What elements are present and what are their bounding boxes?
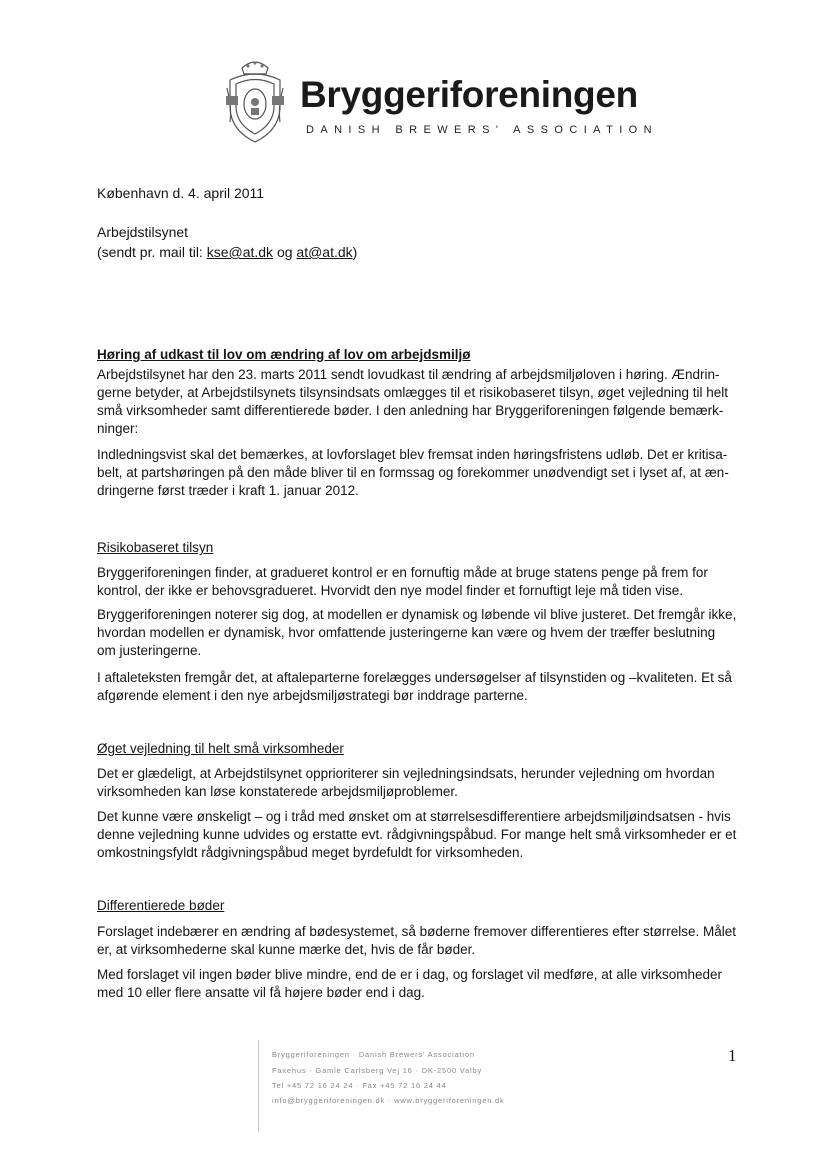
text-line: omkostningsfyldt rådgivningspåbud meget byrdefuldt for virksomheden.	[97, 845, 524, 860]
text-line: virksomheden kan løse konstaterede arbejdsmiljøproblemer.	[97, 784, 458, 799]
text-line: Med forslaget vil ingen bøder blive mindre, end de er i dag, og forslaget vil medføre, at alle virksomheder	[97, 967, 723, 982]
footer-divider	[258, 1040, 259, 1132]
recipient-name: Arbejdstilsynet	[97, 224, 189, 240]
text-line: små virksomheder samt differentierede bøder. I den anledning har Bryggeriforeningen følgende bemærk-	[97, 403, 724, 418]
section1-paragraph-3	[97, 669, 732, 705]
section2-paragraph-1	[97, 765, 715, 801]
text-line: afgørende element i den nye arbejdsmiljøstrategi bør inddrage parterne.	[97, 688, 528, 703]
sent-prefix: (sendt pr. mail til:	[97, 244, 207, 260]
text-line: dringerne først træder i kraft 1. januar 2012.	[97, 483, 359, 498]
section-heading-risk-based: Risikobaseret tilsyn	[97, 540, 214, 555]
footer-line-association: Bryggeriforeningen · Danish Brewers' Association	[272, 1050, 475, 1059]
text-line: Indledningsvist skal det bemærkes, at lovforslaget blev fremsat inden høringsfristens udløb. Det er kritisa-	[97, 447, 728, 462]
sent-by-mail-line	[97, 243, 357, 261]
section-heading-fines: Differentierede bøder	[97, 898, 225, 913]
footer-line-address: Faxehus · Gamle Carlsberg Vej 16 · DK-2500 Valby	[272, 1066, 483, 1075]
section-heading-guidance: Øget vejledning til helt små virksomheder	[97, 741, 344, 756]
text-line: hvordan modellen er dynamisk, hvor omfattende justeringerne kan være og hvem der træffer beslutning	[97, 625, 716, 640]
intro-paragraph-2	[97, 446, 729, 500]
text-line: er, at virksomhederne skal kunne mærke det, hvis de får bøder.	[97, 942, 476, 957]
sent-mid: og	[273, 244, 297, 260]
text-line: belt, at partshøringen på den måde bliver til en formssag og forekommer unødvendigt set i lyset af, at æn-	[97, 465, 729, 480]
section3-paragraph-1	[97, 923, 736, 959]
text-line: Det er glædeligt, at Arbejdstilsynet opprioriterer sin vejledningsindsats, herunder vejledning om hvordan	[97, 766, 715, 781]
document-title: Høring af udkast til lov om ændring af lov om arbejdsmiljø	[97, 347, 471, 362]
email-link-at[interactable]: at@at.dk	[296, 244, 353, 260]
footer-line-phone: Tel +45 72 16 24 24 · Fax +45 72 16 24 44	[272, 1081, 447, 1090]
text-line: ninger:	[97, 421, 139, 436]
section2-paragraph-2	[97, 808, 736, 862]
text-line: gerne betyder, at Arbejdstilsynets tilsynsindsats omlægges til et risikobaseret tilsyn, øget vejledning til helt	[97, 385, 729, 400]
text-line: Bryggeriforeningen finder, at gradueret kontrol er en fornuftig måde at bruge statens penge på frem for	[97, 565, 708, 580]
association-name: Bryggeriforeningen	[300, 74, 638, 115]
crest-emblem	[224, 58, 286, 144]
text-line: om justeringerne.	[97, 643, 202, 658]
sent-suffix: )	[352, 244, 358, 260]
section3-paragraph-2	[97, 966, 722, 1002]
text-line: kontrol, der ikke er behovsgradueret. Hvorvidt den nye model finder et fornuftigt leje må tiden vise.	[97, 583, 684, 598]
association-subtitle: DANISH BREWERS' ASSOCIATION	[306, 124, 658, 136]
text-line: Forslaget indebærer en ændring af bødesystemet, så bøderne fremover differentieres efter størrelse. Målet	[97, 924, 737, 939]
text-line: denne vejledning kunne udvides og erstatte evt. rådgivningspåbud. For mange helt små virksomheder er et	[97, 827, 737, 842]
letter-date: København d. 4. april 2011	[97, 185, 265, 201]
intro-paragraph-1	[97, 366, 728, 438]
page-number: 1	[728, 1046, 737, 1065]
text-line: I aftaleteksten fremgår det, at aftaleparterne forelægges undersøgelser af tilsynstiden og –kvaliteten. Et så	[97, 670, 732, 685]
text-line: med 10 eller flere ansatte vil få højere bøder end i dag.	[97, 985, 425, 1000]
text-line: Det kunne være ønskeligt – og i tråd med ønsket om at størrelsesdifferentiere arbejdsmiljøindsatsen - hvis	[97, 809, 731, 824]
text-line: Arbejdstilsynet har den 23. marts 2011 sendt lovudkast til ændring af arbejdsmiljøloven i høring. Ændrin-	[97, 367, 720, 382]
email-link-kse[interactable]: kse@at.dk	[206, 244, 274, 260]
section1-paragraph-1	[97, 564, 708, 600]
text-line: Bryggeriforeningen noterer sig dog, at modellen er dynamisk og løbende vil blive justeret. Det fremgår ikke,	[97, 607, 737, 622]
section1-paragraph-2	[97, 606, 736, 660]
footer-line-web: info@bryggeriforeningen.dk · www.bryggeriforeningen.dk	[272, 1096, 505, 1105]
